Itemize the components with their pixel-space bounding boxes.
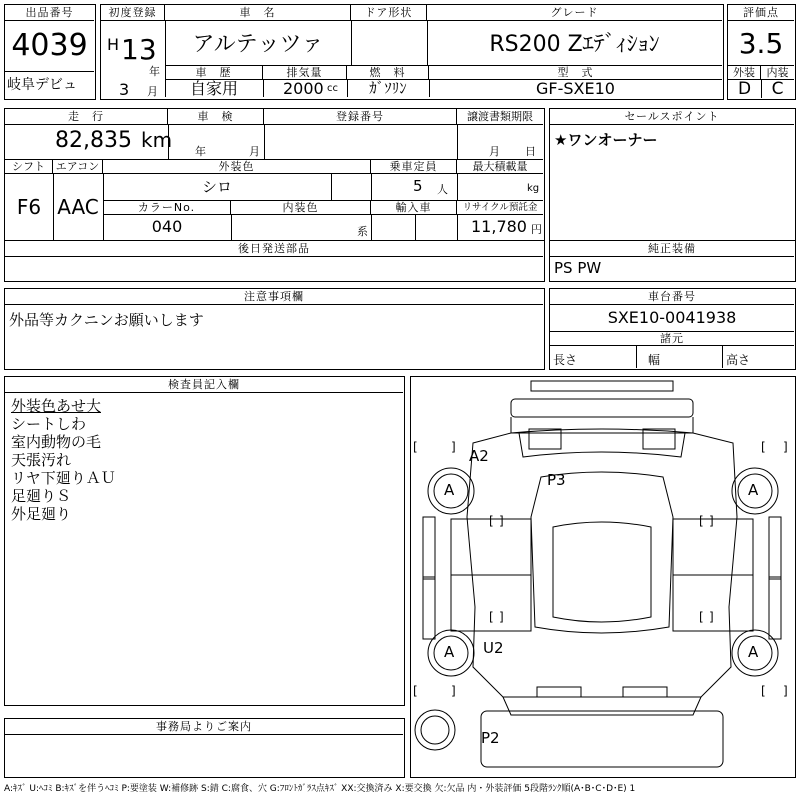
- notes-box: [4, 288, 545, 370]
- mileage-label: 走 行: [5, 109, 168, 125]
- tire-mark-rear-left: A: [444, 643, 455, 661]
- model-label: 型 式: [429, 65, 722, 80]
- tire-mark-rear-right: A: [748, 643, 759, 661]
- month-unit: 月: [147, 85, 158, 98]
- length-label: 長さ: [553, 353, 578, 367]
- width-label: 幅: [648, 353, 661, 367]
- transfer-label: 譲渡書類期限: [457, 109, 543, 125]
- svg-text:]: ]: [499, 610, 504, 624]
- interior-color-label: 内装色: [231, 200, 371, 215]
- dims-label: 諸元: [550, 331, 794, 346]
- chassis-label: 車台番号: [550, 289, 794, 305]
- notes-label: 注意事項欄: [5, 289, 543, 305]
- office-box: [4, 718, 405, 778]
- door-label: ドア形状: [351, 5, 427, 21]
- shift-label: シフト: [5, 159, 53, 174]
- import-label: 輸入車: [371, 200, 457, 215]
- month-value: 3: [119, 80, 130, 99]
- inspector-box: [4, 376, 405, 706]
- later-parts-label: 後日発送部品: [5, 241, 543, 257]
- grade-label: グレード: [427, 5, 722, 21]
- svg-text:[: [: [489, 610, 494, 624]
- transfer-month-unit: 月: [489, 145, 500, 158]
- left-mirror: [423, 517, 435, 579]
- right-headlight-shape: [643, 429, 675, 449]
- displacement-unit: cc: [327, 83, 338, 94]
- sales-points-box: [549, 108, 796, 242]
- recycle-label: リサイクル預託金: [457, 200, 543, 215]
- inspector-line-3: 室内動物の毛: [11, 433, 102, 451]
- details-box: [4, 108, 545, 241]
- capacity-value: 5: [413, 177, 423, 195]
- venue-name: 岐阜デビュ: [7, 77, 77, 93]
- first-reg-label: 初度登録: [101, 5, 165, 21]
- displacement-value: 2000: [283, 80, 324, 97]
- transfer-day-unit: 日: [525, 145, 536, 158]
- interior-grade-label: 内装: [761, 65, 794, 80]
- max-load-label: 最大積載量: [457, 159, 543, 174]
- windshield-shape: [519, 433, 685, 457]
- svg-text:[: [: [761, 440, 766, 454]
- svg-text:[: [: [761, 684, 766, 698]
- damage-mark-p2: P2: [481, 729, 500, 747]
- front-bumper-shape: [511, 399, 693, 417]
- lot-box: [4, 4, 96, 100]
- equipment-label: 純正装備: [550, 241, 794, 257]
- body-outline: [467, 433, 737, 697]
- recycle-value: 11,780: [471, 217, 527, 236]
- door-value: [351, 23, 427, 63]
- svg-text:]: ]: [499, 514, 504, 528]
- office-label: 事務局よりご案内: [5, 719, 403, 735]
- cabin-outline: [531, 472, 673, 633]
- car-name-label: 車 名: [165, 5, 351, 21]
- left-headlight-shape: [529, 429, 561, 449]
- recycle-unit: 円: [531, 223, 542, 236]
- score-label: 評価点: [728, 5, 794, 21]
- tire-mark-front-right: A: [748, 481, 759, 499]
- lot-no-label: 出品番号: [5, 5, 94, 21]
- displacement-label: 排気量: [263, 65, 347, 80]
- model-value: GF-SXE10: [536, 80, 615, 97]
- era-letter: H: [107, 35, 120, 54]
- score-value: 3.5: [738, 27, 784, 60]
- hood-front-shape: [511, 417, 693, 433]
- sales-points-label: セールスポイント: [550, 109, 794, 125]
- damage-mark-u2: U2: [483, 639, 504, 657]
- era-year: 13: [121, 33, 157, 66]
- inspector-line-4: 天張汚れ: [11, 451, 72, 469]
- color-label: 外装色: [103, 159, 371, 174]
- sales-points-text: ★ワンオーナー: [554, 131, 658, 149]
- interior-grade: C: [771, 81, 784, 98]
- inspection-label: 車 検: [168, 109, 264, 125]
- svg-text:[: [: [413, 684, 418, 698]
- inspector-line-2: シートしわ: [11, 415, 87, 433]
- color-no-label: カラーNo.: [103, 200, 231, 215]
- score-box: [727, 4, 796, 100]
- svg-text:]: ]: [451, 440, 456, 454]
- svg-text:[: [: [699, 514, 704, 528]
- ac-value: AAC: [57, 195, 99, 219]
- rear-window-shape: [503, 697, 701, 715]
- inspector-label: 検査員記入欄: [5, 377, 403, 393]
- damage-mark-a2: A2: [469, 447, 489, 465]
- svg-text:]: ]: [709, 514, 714, 528]
- vehicle-header: [100, 4, 724, 100]
- ac-label: エアコン: [53, 159, 103, 174]
- rear-lamp-left: [537, 687, 581, 697]
- shift-value: F6: [16, 195, 42, 219]
- capacity-unit: 人: [437, 183, 448, 196]
- rear-lamp-right: [623, 687, 667, 697]
- mileage-value: 82,835: [55, 128, 132, 153]
- svg-text:]: ]: [783, 440, 788, 454]
- svg-text:[: [: [413, 440, 418, 454]
- lot-no: 4039: [11, 28, 88, 63]
- fuel-label: 燃 料: [347, 65, 429, 80]
- inspector-line-6: 足廻りＳ: [11, 487, 72, 505]
- capacity-label: 乗車定員: [371, 159, 457, 174]
- svg-text:]: ]: [709, 610, 714, 624]
- equipment-box: [549, 240, 796, 282]
- year-unit: 年: [149, 65, 160, 78]
- legend-text: A:ｷｽﾞ U:ﾍｺﾐ B:ｷｽﾞを伴うﾍｺﾐ P:要塗装 W:補修跡 S:錆 C:腐食、穴 G:ﾌﾛﾝﾄｶﾞﾗｽ点ｷｽﾞ XX:交換済み X:要交換 欠:欠品 内・外装評価 5段階ﾗﾝｸ順(A･B･C･D･E) 1: [4, 784, 636, 794]
- inspector-line-5: リヤ下廻りＡＵ: [11, 469, 116, 487]
- inspection-year-unit: 年: [195, 145, 206, 158]
- inspector-line-7: 外足廻り: [11, 505, 72, 523]
- history-label: 車 歴: [165, 65, 263, 80]
- equipment-text: PS PW: [554, 259, 602, 277]
- fuel-value: ｶﾞｿﾘﾝ: [369, 80, 407, 97]
- tire-mark-front-left: A: [444, 481, 455, 499]
- color-no-value: 040: [151, 217, 183, 236]
- car-diagram: [410, 376, 796, 778]
- rear-bumper-shape: [481, 711, 723, 767]
- exterior-grade: D: [737, 81, 752, 98]
- max-load-unit: kg: [527, 183, 540, 194]
- reg-no-label: 登録番号: [264, 109, 457, 125]
- inspector-line-1: 外装色あせ大: [11, 397, 102, 415]
- svg-text:[: [: [699, 610, 704, 624]
- color-value: シロ: [201, 178, 232, 196]
- exterior-grade-label: 外装: [728, 65, 761, 80]
- height-label: 高さ: [726, 353, 751, 367]
- damage-mark-p3: P3: [547, 471, 566, 489]
- mileage-unit: km: [141, 128, 173, 152]
- chassis-box: [549, 288, 796, 370]
- chassis-number: SXE10-0041938: [607, 308, 737, 327]
- inspection-month-unit: 月: [249, 145, 260, 158]
- interior-color-unit: 系: [357, 225, 368, 238]
- car-name: アルテッツァ: [192, 32, 324, 57]
- roof-panel: [553, 522, 651, 622]
- svg-text:]: ]: [451, 684, 456, 698]
- office-text: [9, 739, 399, 769]
- history-value: 自家用: [189, 80, 238, 97]
- grade-value: RS200 Zｴﾃﾞｨｼｮﾝ: [489, 32, 660, 57]
- notes-text: 外品等カクニンお願いします: [9, 311, 204, 329]
- right-mirror: [769, 517, 781, 579]
- car-diagram-svg: [411, 377, 794, 776]
- svg-text:[: [: [489, 514, 494, 528]
- reg-no-value: [267, 129, 453, 155]
- later-parts-box: [4, 240, 545, 282]
- svg-text:]: ]: [783, 684, 788, 698]
